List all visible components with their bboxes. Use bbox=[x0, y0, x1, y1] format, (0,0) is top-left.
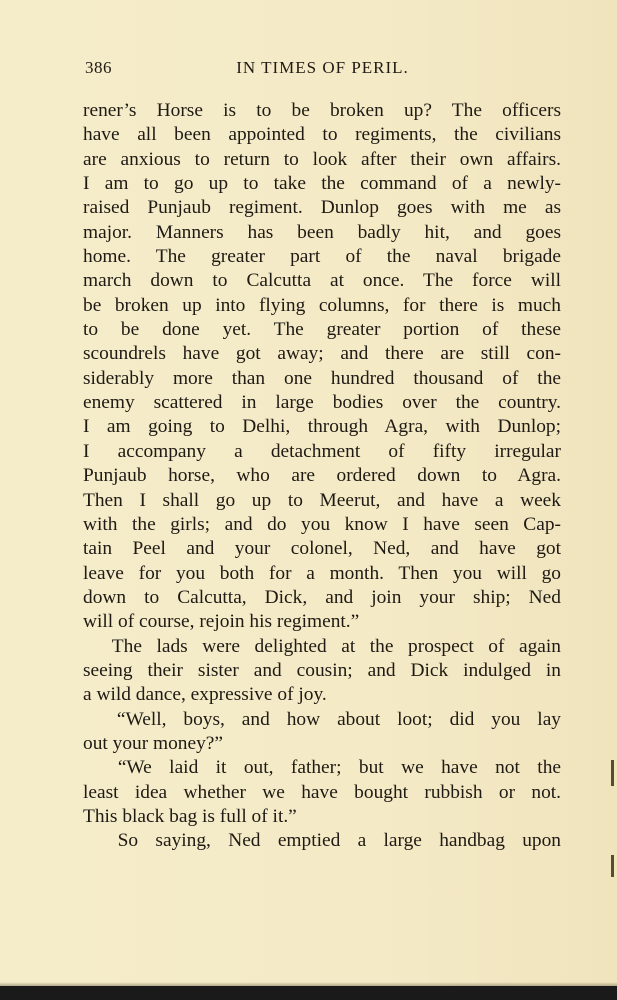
text-line: rener’s Horse is to be broken up? The officers bbox=[83, 100, 561, 121]
running-head: IN TIMES OF PERIL. bbox=[236, 58, 409, 77]
text-line: enemy scattered in large bodies over the country. bbox=[83, 392, 561, 414]
text-line: are anxious to return to look after their own affairs. bbox=[83, 148, 561, 170]
text-line: be broken up into flying columns, for there is much bbox=[83, 294, 561, 316]
text-line: “We laid it out, father; but we have not the bbox=[83, 757, 561, 779]
text-line: Punjaub horse, who are ordered down to Agra. bbox=[83, 465, 561, 487]
text-line: least idea whether we have bought rubbish or not. bbox=[83, 781, 561, 803]
text-line: a wild dance, expressive of joy. bbox=[83, 684, 327, 706]
text-line: with the girls; and do you know I have seen Cap- bbox=[83, 513, 561, 535]
text-line: out your money?” bbox=[83, 732, 224, 754]
text-line: The lads were delighted at the prospect of again bbox=[83, 635, 561, 657]
page-edge-mark bbox=[611, 855, 614, 877]
text-line: home. The greater part of the naval brigade bbox=[83, 246, 561, 268]
text-line: seeing their sister and cousin; and Dick indulged in bbox=[83, 659, 561, 681]
text-line: tain Peel and your colonel, Ned, and have got bbox=[83, 538, 561, 560]
text-line: major. Manners has been badly hit, and goes bbox=[83, 221, 561, 243]
text-line: I am going to Delhi, through Agra, with Dunlop; bbox=[83, 416, 561, 438]
text-line: have all been appointed to regiments, the civilians bbox=[83, 124, 561, 146]
text-line: This black bag is full of it.” bbox=[83, 805, 297, 827]
page-header bbox=[85, 58, 560, 82]
text-line: will of course, rejoin his regiment.” bbox=[83, 611, 360, 633]
text-line: raised Punjaub regiment. Dunlop goes with me as bbox=[83, 197, 561, 219]
page-number: 386 bbox=[85, 58, 112, 77]
text-line: march down to Calcutta at once. The force will bbox=[83, 270, 561, 292]
text-line: scoundrels have got away; and there are still con- bbox=[83, 343, 561, 365]
text-line: to be done yet. The greater portion of these bbox=[83, 319, 561, 341]
text-line: leave for you both for a month. Then you will go bbox=[83, 562, 561, 584]
body-text bbox=[83, 99, 561, 854]
text-line: Then I shall go up to Meerut, and have a week bbox=[83, 489, 561, 511]
text-line: “Well, boys, and how about loot; did you lay bbox=[83, 708, 561, 730]
page-edge-mark bbox=[611, 760, 614, 786]
text-line: down to Calcutta, Dick, and join your ship; Ned bbox=[83, 586, 561, 608]
text-line: siderably more than one hundred thousand of the bbox=[83, 367, 561, 389]
text-line: I am to go up to take the command of a newly- bbox=[83, 173, 561, 195]
scan-bottom-edge bbox=[0, 986, 617, 1000]
text-line: So saying, Ned emptied a large handbag upon bbox=[83, 830, 561, 852]
text-line: I accompany a detachment of fifty irregular bbox=[83, 440, 561, 462]
